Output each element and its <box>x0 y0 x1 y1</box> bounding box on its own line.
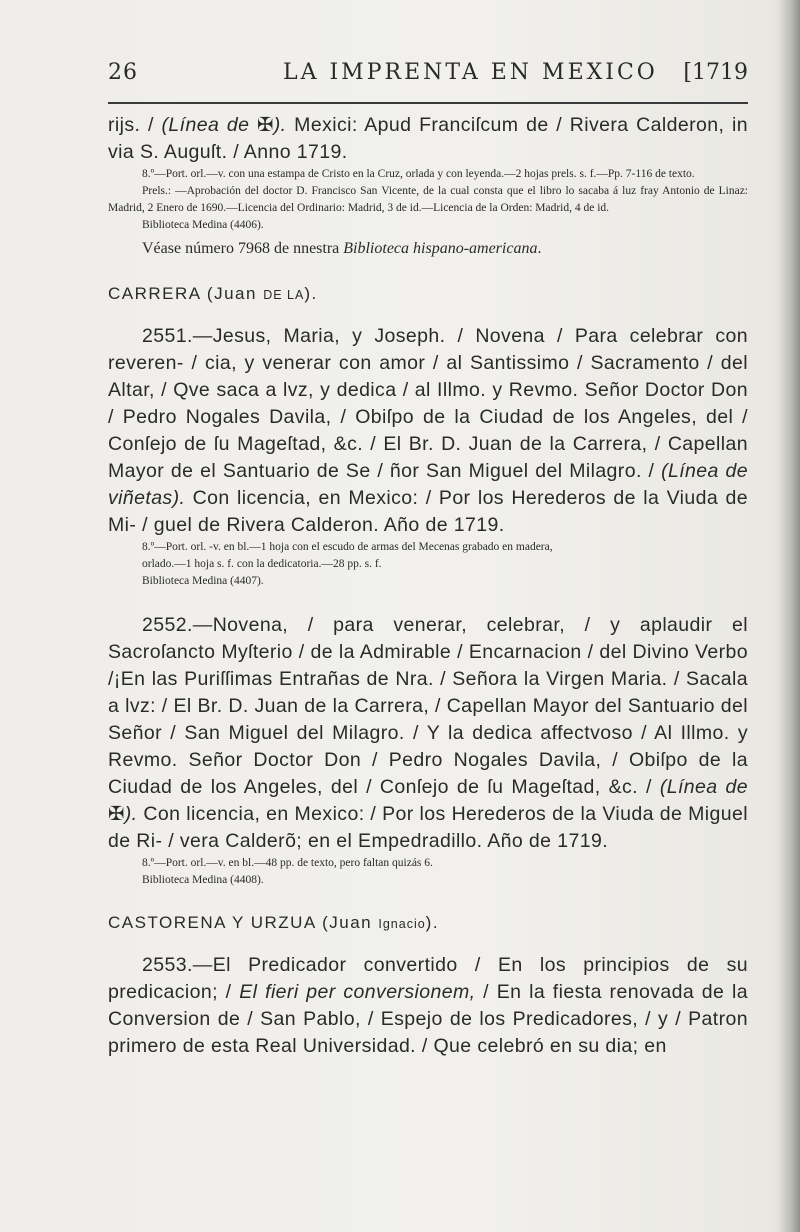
entry-2551: 2551.—Jesus, Maria, y Joseph. / Novena / Para celebrar con reveren- / cia, y venerar con amor / al Santissimo / Sacramento / del Altar, / Qve saca a lvz, y dedica / al Illmo. y Revmo. Señor Doctor Don / Pedro Nogales Davila, / Obiſpo de la Ciudad de los Angeles, del / Conſejo de ſu Mageſtad, &c. / El Br. D. Juan de la Carrera, / Capellan Mayor de el Santuario de Se / ñor San Miguel del Milagro. / (Línea de viñetas). Con licencia, en Mexico: / Por los Herederos de la Viuda de Mi- / guel de Rivera Calderon. Año de 1719. <box>108 325 749 536</box>
entry-continuation-library: Biblioteca Medina (4406). <box>142 219 264 231</box>
header-rule <box>108 102 748 104</box>
running-year: [1719 <box>683 60 748 85</box>
entry-continuation-physical: 8.º—Port. orl.—v. con una estampa de Cristo en la Cruz, orlada y con leyenda.—2 hojas prels. s. f.—Pp. 7-116 de texto. <box>142 168 695 180</box>
entry-2552-physical: 8.º—Port. orl.—v. en bl.—48 pp. de texto, pero faltan quizás 6. <box>142 857 433 869</box>
author-heading-carrera: CARRERA (Juan DE LA). <box>108 284 318 303</box>
entry-2551-library: Biblioteca Medina (4407). <box>142 575 264 587</box>
entry-2553: 2553.—El Predicador convertido / En los principios de su predicacion; / El fieri per conversionem, / En la fiesta renovada de la Conversion de / San Pablo, / Espejo de los Predicadores, / y / Patron primero de esta Real Universidad. / Que celebró en su dia; en <box>108 954 749 1057</box>
entry-2551-physical: 8.º—Port. orl. -v. en bl.—1 hoja con el escudo de armas del Mecenas grabado en madera, <box>142 541 553 553</box>
page-edge-shadow <box>778 0 800 1232</box>
running-title: LA IMPRENTA EN MEXICO <box>283 60 658 85</box>
entry-2552: 2552.—Novena, / para venerar, celebrar, / y aplaudir el Sacroſancto Myſterio / de la Admirable / Encarnacion / del Divino Verbo /¡En las Puriſſimas Entrañas de Nra. / Señora la Virgen Maria. / Sacala a lvz: / El Br. D. Juan de la Carrera, / Capellan Mayor del Santuario del Señor / San Miguel del Milagro. / Y la dedica affectvoso / Al Illmo. y Revmo. Señor Doctor Don / Pedro Nogales Davila, / Obiſpo de la Ciudad de los Angeles, del / Conſejo de ſu Mageſtad, &c. / (Línea de ✠). Con licencia, en Mexico: / Por los Herederos de la Viuda de Miguel de Ri- / vera Calderõ; en el Empedradillo. Año de 1719. <box>108 614 749 852</box>
entry-2551-physical-cont: orlado.—1 hoja s. f. con la dedicatoria.—28 pp. s. f. <box>142 558 382 570</box>
page-body <box>108 112 748 1060</box>
entry-2552-library: Biblioteca Medina (4408). <box>142 874 264 886</box>
entry-continuation-see-also: Véase número 7968 de nnestra Biblioteca hispano-americana. <box>142 240 542 257</box>
author-heading-castorena: CASTORENA Y URZUA (Juan Ignacio). <box>108 913 440 932</box>
entry-continuation-prels: Prels.: —Aprobación del doctor D. Francisco San Vicente, de la cual consta que el libro lo sacaba á luz fray Antonio de Linaz: Madrid, 2 Enero de 1690.—Licencia del Ordinario: Madrid, 3 de id.—Licencia de la Orden: Madrid, 4 de id. <box>108 185 748 214</box>
entry-continuation: rijs. / (Línea de ✠). Mexici: Apud Franciſcum de / Rivera Calderon, in via S. Auguſt. / Anno 1719. <box>108 114 748 163</box>
page-number: 26 <box>108 60 138 85</box>
running-header <box>108 50 748 90</box>
